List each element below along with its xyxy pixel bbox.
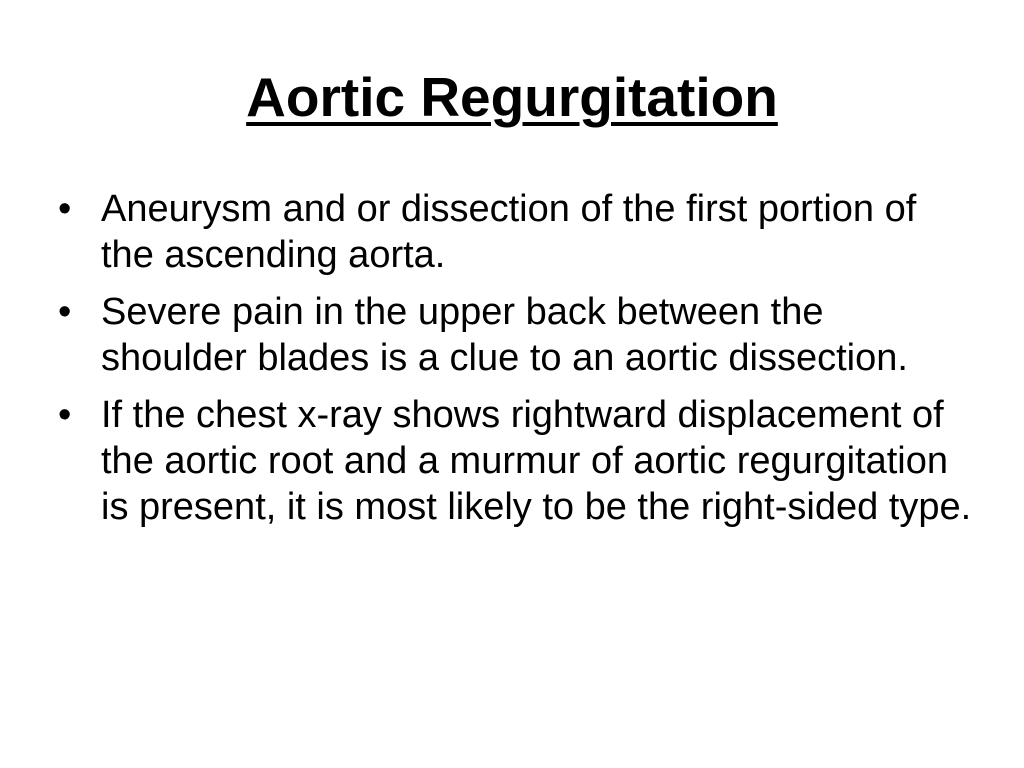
bullet-dot-icon: • bbox=[58, 394, 72, 436]
bullet-text: Severe pain in the upper back between the shoulder blades is a clue to an aortic dissection. bbox=[101, 291, 908, 379]
bullet-dot-icon: • bbox=[58, 188, 72, 230]
slide-title: Aortic Regurgitation bbox=[246, 66, 778, 128]
bullet-text: If the chest x-ray shows rightward displacement of the aortic root and a murmur of aortic regurgitation is present, it is most likely to be the right-sided type. bbox=[101, 394, 972, 528]
bullet-text: Aneurysm and or dissection of the first portion of the ascending aorta. bbox=[101, 188, 917, 276]
bullet-item bbox=[56, 392, 976, 530]
bullet-item bbox=[56, 186, 976, 278]
bullet-list bbox=[56, 186, 976, 541]
bullet-item bbox=[56, 289, 976, 381]
bullet-dot-icon: • bbox=[58, 291, 72, 333]
